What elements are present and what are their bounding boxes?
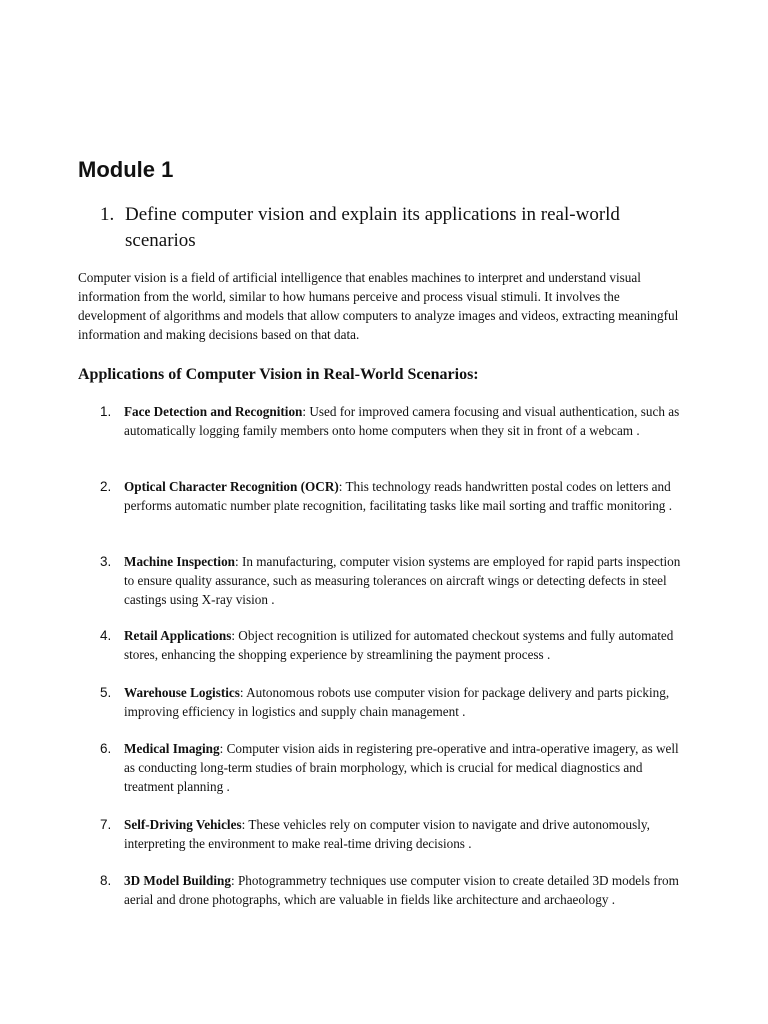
- application-description: : Used for improved camera focusing and visual authentication, such as automatically logging family members onto home computers when they sit in front of a webcam .: [124, 404, 680, 438]
- application-item-medical-imaging: [100, 739, 690, 796]
- application-item-machine-inspection: [100, 552, 690, 609]
- application-number: 2.: [100, 479, 112, 494]
- application-item-3d-model: [100, 871, 690, 909]
- application-number: 4.: [100, 628, 112, 643]
- application-description: : These vehicles rely on computer vision to navigate and drive autonomously, interpreting the environment to make real-time driving decisions .: [124, 817, 650, 851]
- application-number: 3.: [100, 554, 112, 569]
- application-description: : Object recognition is utilized for automated checkout systems and fully automated stores, enhancing the shopping experience by streamlining the payment process .: [124, 628, 674, 662]
- application-description: : Autonomous robots use computer vision for package delivery and parts picking, improving efficiency in logistics and supply chain management .: [124, 685, 670, 719]
- application-item-warehouse: [100, 683, 690, 721]
- application-term: Face Detection and Recognition: [124, 404, 303, 419]
- application-description: : Photogrammetry techniques use computer vision to create detailed 3D models from aerial and drone photographs, which are valuable in fields like architecture and archaeology .: [124, 873, 679, 907]
- application-term: Retail Applications: [124, 628, 232, 643]
- application-term: 3D Model Building: [124, 873, 231, 888]
- application-term: Warehouse Logistics: [124, 685, 240, 700]
- application-description: : Computer vision aids in registering pre-operative and intra-operative imagery, as well as conducting long-term studies of brain morphology, which is crucial for medical diagnostics and treatment planning .: [124, 741, 679, 794]
- application-number: 1.: [100, 404, 112, 419]
- application-description: : This technology reads handwritten postal codes on letters and performs automatic number plate recognition, facilitating tasks like mail sorting and traffic monitoring .: [124, 479, 672, 513]
- application-item-retail: [100, 626, 690, 664]
- application-term: Machine Inspection: [124, 554, 235, 569]
- application-term: Optical Character Recognition (OCR): [124, 479, 339, 494]
- applications-heading: Applications of Computer Vision in Real-World Scenarios:: [78, 366, 479, 383]
- module-title: Module 1: [78, 157, 174, 182]
- application-term: Medical Imaging: [124, 741, 220, 756]
- application-item-face-detection: [100, 402, 690, 440]
- question-number: 1.: [100, 204, 115, 225]
- application-number: 8.: [100, 873, 112, 888]
- application-term: Self-Driving Vehicles: [124, 817, 242, 832]
- question-item: [100, 202, 680, 254]
- application-description: : In manufacturing, computer vision systems are employed for rapid parts inspection to ensure quality assurance, such as measuring tolerances on aircraft wings or detecting defects in steel castings using X-ray vision .: [124, 554, 681, 607]
- intro-paragraph: Computer vision is a field of artificial intelligence that enables machines to interpret and understand visual information from the world, similar to how humans perceive and process visual stimuli. It involves the development of algorithms and models that allow computers to analyze images and videos, extracting meaningful information and making decisions based on that data.: [78, 270, 679, 342]
- application-item-ocr: [100, 477, 690, 515]
- application-item-self-driving: [100, 815, 690, 853]
- application-number: 6.: [100, 741, 112, 756]
- application-number: 5.: [100, 685, 112, 700]
- application-number: 7.: [100, 817, 112, 832]
- question-text: Define computer vision and explain its applications in real-world scenarios: [125, 204, 620, 251]
